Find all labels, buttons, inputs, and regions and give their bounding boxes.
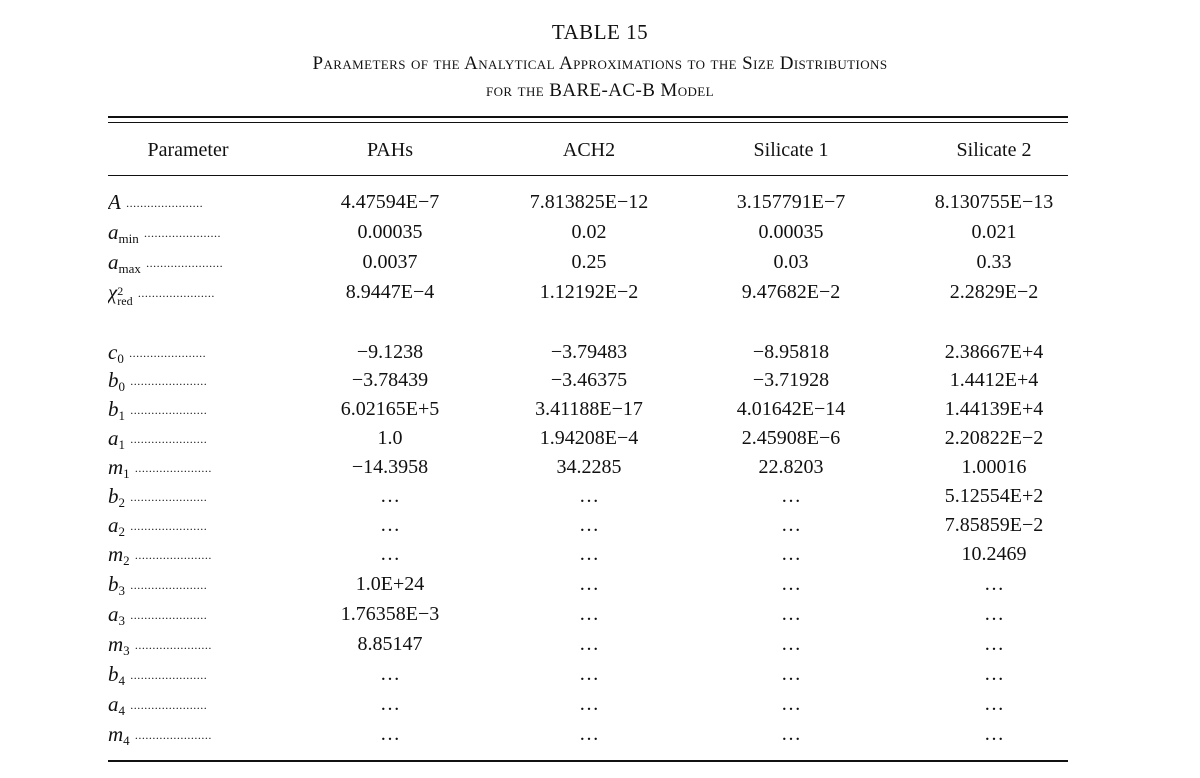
parameter-symbol	[108, 190, 121, 214]
leader-dots: ......................	[130, 490, 208, 504]
parameter-symbol	[108, 602, 125, 626]
table-row	[0, 511, 1200, 539]
table-cell: −14.3958	[351, 456, 429, 478]
table-row	[0, 218, 1200, 246]
table-cell: 0.021	[971, 221, 1017, 243]
leader-dots: ......................	[126, 196, 204, 210]
table-cell: 8.9447E−4	[345, 281, 435, 303]
table-cell: …	[579, 633, 599, 655]
table-cell: …	[579, 603, 599, 625]
table-row	[0, 366, 1200, 394]
table-cell: 1.0	[377, 427, 403, 449]
row-label	[108, 720, 268, 755]
leader-dots: ......................	[143, 226, 221, 240]
symbol-subscript: 1	[118, 437, 125, 452]
table-cell: …	[579, 723, 599, 745]
parameter-symbol	[108, 632, 130, 656]
table-cell: 8.130755E−13	[934, 191, 1054, 213]
symbol-base: a	[108, 426, 119, 450]
symbol-subscript: 1	[123, 466, 130, 481]
leader-dots: ......................	[134, 548, 212, 562]
leader-dots: ......................	[134, 638, 212, 652]
table-cell: 22.8203	[758, 456, 824, 478]
table-cell: …	[781, 693, 801, 715]
table-cell: 7.85859E−2	[944, 514, 1044, 536]
table-cell: …	[579, 514, 599, 536]
symbol-base: m	[108, 455, 124, 479]
table-cell: 2.20822E−2	[944, 427, 1044, 449]
symbol-base: b	[108, 662, 119, 686]
leader-dots: ......................	[130, 374, 208, 388]
symbol-base: χ	[108, 280, 118, 304]
table-row	[0, 690, 1200, 718]
table-cell: 1.0E+24	[355, 573, 425, 595]
symbol-base: m	[108, 722, 124, 746]
row-label	[108, 278, 268, 307]
table-cell: …	[380, 723, 400, 745]
symbol-base: a	[108, 250, 119, 274]
table-cell: 2.45908E−6	[741, 427, 841, 449]
table-cell: …	[579, 693, 599, 715]
table-cell: 8.85147	[357, 633, 423, 655]
table-cell: …	[380, 543, 400, 565]
table-cell: 10.2469	[961, 543, 1027, 565]
table-cell: −3.71928	[752, 369, 830, 391]
header-silicate-2: Silicate 2	[956, 139, 1032, 161]
table-row	[0, 395, 1200, 423]
table-row	[0, 188, 1200, 216]
parameter-symbol	[108, 280, 133, 307]
table-cell: 4.01642E−14	[736, 398, 846, 420]
symbol-subscript: 2	[123, 553, 130, 568]
table-cell: …	[984, 663, 1004, 685]
header-rule	[108, 175, 1068, 176]
symbol-subscript: 3	[123, 643, 130, 658]
table-cell: 6.02165E+5	[340, 398, 440, 420]
table-cell: …	[984, 573, 1004, 595]
symbol-subscript: 2	[118, 524, 125, 539]
parameter-symbol	[108, 340, 124, 364]
parameter-symbol	[108, 662, 125, 686]
table-cell: …	[380, 693, 400, 715]
symbol-base: b	[108, 397, 119, 421]
symbol-subscript: 4	[123, 733, 130, 748]
table-cell: 0.25	[571, 251, 607, 273]
table-row	[0, 453, 1200, 481]
symbol-base: c	[108, 340, 118, 364]
parameter-symbol	[108, 692, 125, 716]
table-cell: …	[781, 723, 801, 745]
symbol-subscript: red	[117, 294, 133, 307]
table-caption-line-2: for the BARE-AC-B Model	[486, 80, 714, 101]
symbol-base: A	[108, 190, 121, 214]
table-cell: 0.0037	[362, 251, 418, 273]
table-cell: …	[579, 573, 599, 595]
table-cell: …	[781, 603, 801, 625]
table-cell: 1.12192E−2	[539, 281, 639, 303]
table-cell: 34.2285	[556, 456, 622, 478]
bottom-rule	[108, 760, 1068, 762]
table-row	[0, 630, 1200, 658]
symbol-base: a	[108, 602, 119, 626]
table-cell: …	[380, 514, 400, 536]
symbol-subscript: 0	[117, 351, 124, 366]
table-row	[0, 278, 1200, 306]
leader-dots: ......................	[146, 256, 224, 270]
table-cell: 1.00016	[961, 456, 1027, 478]
table-cell: 2.2829E−2	[949, 281, 1039, 303]
symbol-subscript: max	[118, 261, 141, 276]
table-cell: −9.1238	[356, 341, 424, 363]
symbol-subscript: 3	[118, 613, 125, 628]
header-silicate-1: Silicate 1	[753, 139, 829, 161]
parameter-symbol	[108, 484, 125, 508]
table-cell: …	[781, 514, 801, 536]
table-row	[0, 540, 1200, 568]
table-cell: …	[579, 485, 599, 507]
table-row	[0, 482, 1200, 510]
leader-dots: ......................	[134, 461, 212, 475]
leader-dots: ......................	[129, 346, 207, 360]
table-cell: …	[984, 723, 1004, 745]
table-cell: 4.47594E−7	[340, 191, 440, 213]
table-cell: …	[984, 693, 1004, 715]
table-cell: …	[380, 663, 400, 685]
table-row	[0, 570, 1200, 598]
table-cell: −8.95818	[752, 341, 830, 363]
table-cell: 7.813825E−12	[529, 191, 649, 213]
symbol-base: b	[108, 484, 119, 508]
symbol-base: m	[108, 632, 124, 656]
table-cell: …	[781, 663, 801, 685]
parameter-symbol	[108, 250, 141, 274]
symbol-base: a	[108, 513, 119, 537]
table-cell: 9.47682E−2	[741, 281, 841, 303]
symbol-subscript: min	[118, 231, 139, 246]
top-rule-thick	[108, 116, 1068, 118]
table-cell: 5.12554E+2	[944, 485, 1044, 507]
symbol-subscript: 4	[118, 703, 125, 718]
table-cell: …	[781, 573, 801, 595]
table-row	[0, 720, 1200, 748]
leader-dots: ......................	[130, 519, 208, 533]
row-label	[108, 188, 268, 217]
parameter-symbol	[108, 542, 130, 566]
parameter-symbol	[108, 513, 125, 537]
leader-dots: ......................	[130, 578, 208, 592]
parameter-symbol	[108, 722, 130, 746]
table-cell: …	[984, 603, 1004, 625]
table-cell: 1.76358E−3	[340, 603, 440, 625]
symbol-subscript: 2	[118, 495, 125, 510]
parameter-symbol	[108, 455, 130, 479]
parameter-symbol	[108, 572, 125, 596]
leader-dots: ......................	[134, 728, 212, 742]
leader-dots: ......................	[130, 432, 208, 446]
header-ach2: ACH2	[562, 139, 616, 161]
table-cell: …	[984, 633, 1004, 655]
table-row	[0, 600, 1200, 628]
table-cell: 0.00035	[357, 221, 423, 243]
symbol-superscript: 2	[117, 284, 124, 298]
table-row	[0, 248, 1200, 276]
header-pahs: PAHs	[367, 139, 413, 161]
table-cell: …	[781, 485, 801, 507]
table-cell: −3.79483	[550, 341, 628, 363]
table-row	[0, 424, 1200, 452]
table-cell: 1.4412E+4	[949, 369, 1039, 391]
parameter-symbol	[108, 220, 139, 244]
table-number: TABLE 15	[551, 20, 649, 44]
table-cell: 3.41188E−17	[535, 398, 643, 420]
symbol-subscript: 0	[118, 379, 125, 394]
table-cell: …	[781, 543, 801, 565]
table-cell: 3.157791E−7	[736, 191, 846, 213]
top-rule-thin	[108, 122, 1068, 123]
table-cell: 1.94208E−4	[539, 427, 639, 449]
symbol-subscript: 3	[118, 583, 125, 598]
table-caption-line-1: Parameters of the Analytical Approximations to the Size Distributions	[312, 53, 888, 74]
table-cell: 0.03	[773, 251, 809, 273]
table-cell: 2.38667E+4	[944, 341, 1044, 363]
table-cell: −3.46375	[550, 369, 628, 391]
table-cell: …	[781, 633, 801, 655]
symbol-base: a	[108, 692, 119, 716]
symbol-base: m	[108, 542, 124, 566]
symbol-base: a	[108, 220, 119, 244]
table-cell: …	[579, 543, 599, 565]
table-cell: 1.44139E+4	[944, 398, 1044, 420]
table-cell: −3.78439	[351, 369, 429, 391]
leader-dots: ......................	[130, 698, 208, 712]
parameter-symbol	[108, 426, 125, 450]
parameter-symbol	[108, 368, 125, 392]
table-cell: …	[579, 663, 599, 685]
leader-dots: ......................	[130, 608, 208, 622]
symbol-subscript: 4	[118, 673, 125, 688]
table-cell: 0.02	[571, 221, 607, 243]
table-cell: 0.33	[976, 251, 1012, 273]
leader-dots: ......................	[137, 286, 215, 300]
leader-dots: ......................	[130, 668, 208, 682]
symbol-base: b	[108, 572, 119, 596]
symbol-subscript: 1	[118, 408, 125, 423]
symbol-base: b	[108, 368, 119, 392]
table-row	[0, 338, 1200, 366]
table-cell: …	[380, 485, 400, 507]
leader-dots: ......................	[130, 403, 208, 417]
table-cell: 0.00035	[758, 221, 824, 243]
header-parameter: Parameter	[147, 139, 229, 161]
table-row	[0, 660, 1200, 688]
parameter-symbol	[108, 397, 125, 421]
